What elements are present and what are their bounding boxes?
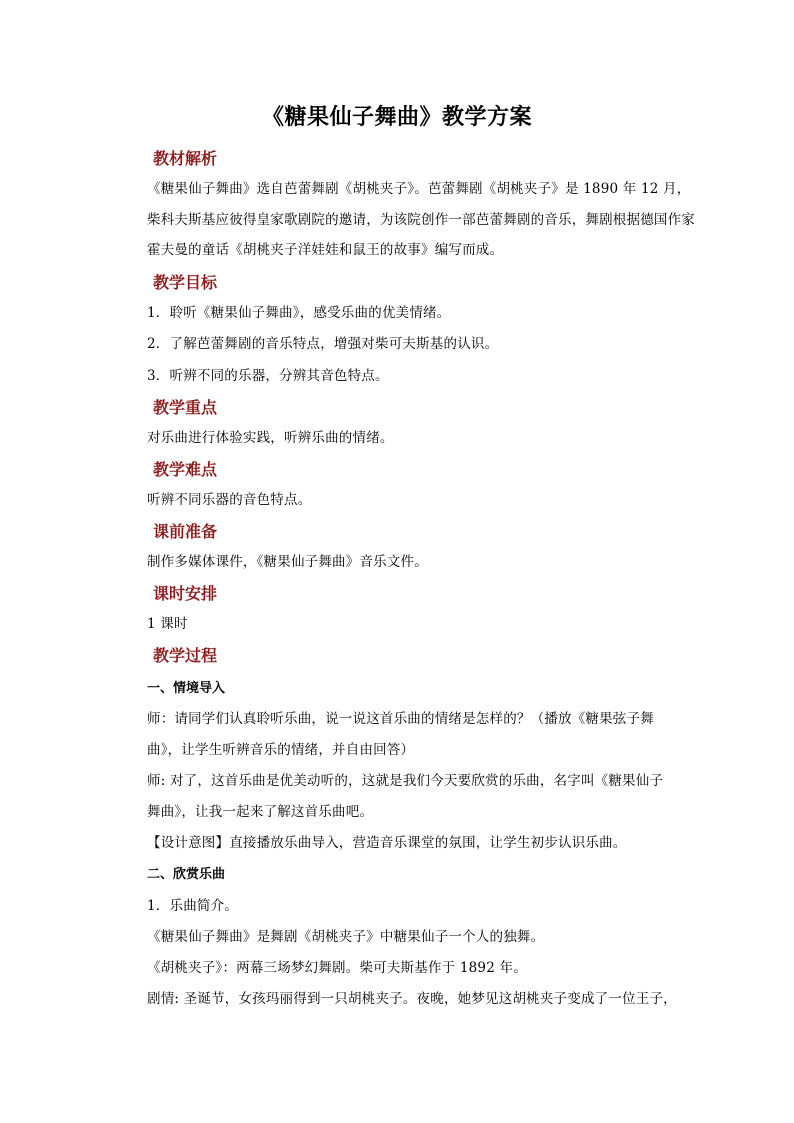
design-intent-line: 【设计意图】直接播放乐曲导入，营造音乐课堂的氛围，让学生初步认识乐曲。 [147, 835, 627, 851]
heading-analysis: 教材解析 [153, 149, 218, 168]
process-part2-line: 《糖果仙子舞曲》是舞剧《胡桃夹子》中糖果仙子一个人的独舞。 [147, 929, 545, 945]
process-part1-line: 师：请同学们认真聆听乐曲，说一说这首乐曲的情绪是怎样的？（播放《糖果弦子舞 [147, 711, 654, 727]
difficulty-text: 听辨不同乐器的音色特点。 [147, 492, 312, 508]
process-part2-line: 《胡桃夹子》：两幕三场梦幻舞剧。柴可夫斯基作于 1892 年。 [147, 960, 527, 976]
analysis-line: 《糖果仙子舞曲》选自芭蕾舞剧《胡桃夹子》。芭蕾舞剧《胡桃夹子》是 1890 年 12 月， [147, 181, 691, 197]
analysis-line: 霍夫曼的童话《胡桃夹子洋娃娃和鼠王的故事》编写而成。 [147, 242, 504, 258]
process-part1-line: 舞曲》，让我一起来了解这首乐曲吧。 [147, 804, 374, 820]
heading-key-points: 教学重点 [153, 398, 218, 417]
heading-process: 教学过程 [153, 646, 218, 665]
analysis-line: 柴科夫斯基应彼得皇家歌剧院的邀请，为该院创作一部芭蕾舞剧的音乐，舞剧根据德国作家 [147, 212, 695, 228]
process-part1-title: 一、情境导入 [147, 681, 226, 696]
goal-item: 2．了解芭蕾舞剧的音乐特点，增强对柴可夫斯基的认识。 [147, 336, 499, 352]
heading-difficulty: 教学难点 [153, 460, 218, 479]
process-part1-line: 师: 对了，这首乐曲是优美动听的，这就是我们今天要欣赏的乐曲，名字叫《糖果仙子 [147, 773, 664, 789]
document-title: 《糖果仙子舞曲》教学方案 [261, 105, 532, 130]
process-part2-line: 剧情: 圣诞节，女孩玛丽得到一只胡桃夹子。夜晚，她梦见这胡桃夹子变成了一位王子， [147, 991, 677, 1007]
heading-goals: 教学目标 [153, 273, 218, 292]
schedule-text: 1 课时 [147, 616, 188, 632]
process-part2-line: 1．乐曲简介。 [147, 898, 238, 914]
goal-item: 3．听辨不同的乐器，分辨其音色特点。 [147, 368, 389, 384]
process-part2-title: 二、欣赏乐曲 [147, 867, 226, 882]
heading-preparation: 课前准备 [153, 522, 218, 541]
key-points-text: 对乐曲进行体验实践，听辨乐曲的情绪。 [147, 430, 394, 446]
heading-schedule: 课时安排 [153, 584, 218, 603]
process-part1-line: 曲》，让学生听辨音乐的情绪，并自由回答） [147, 742, 415, 758]
preparation-text: 制作多媒体课件，《糖果仙子舞曲》音乐文件。 [147, 554, 428, 570]
goal-item: 1．聆听《糖果仙子舞曲》，感受乐曲的优美情绪。 [147, 305, 451, 321]
